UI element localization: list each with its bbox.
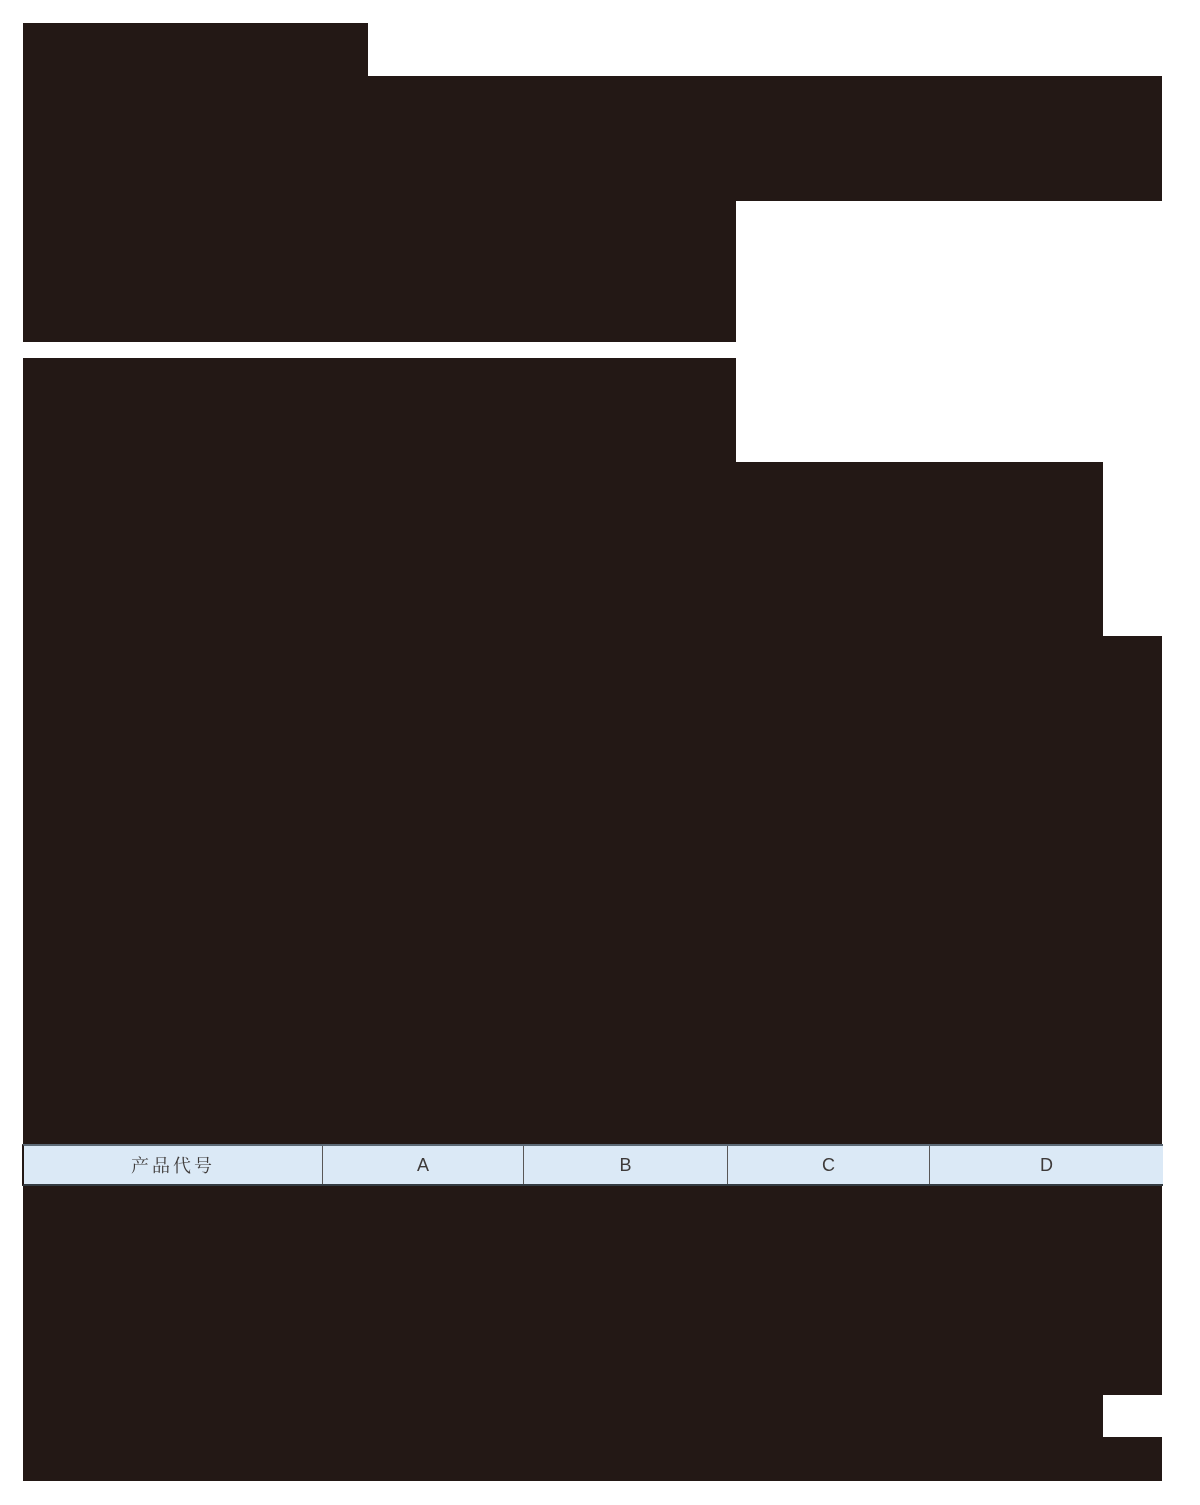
dark-region-upper-left-2 <box>23 358 736 462</box>
spec-table-header-product-code: 产品代号 <box>24 1146 323 1184</box>
dark-region-middle-wide <box>23 462 1103 636</box>
dark-region-bottom-strip <box>23 1437 1162 1481</box>
spec-table-header-c: C <box>728 1146 930 1184</box>
spec-table-header-row <box>22 1144 1163 1186</box>
spec-table-header-d: D <box>1040 1154 1053 1175</box>
dark-region-top-left <box>23 23 368 76</box>
spec-table-header-a: A <box>323 1146 524 1184</box>
dark-region-bottom-narrow <box>23 1395 1103 1437</box>
dark-region-main-body <box>23 636 1162 1144</box>
dark-region-below-table <box>23 1186 1162 1395</box>
dark-region-upper-left-1 <box>23 201 736 342</box>
spec-table-header-b: B <box>524 1146 728 1184</box>
dark-region-header-band <box>23 76 1162 201</box>
